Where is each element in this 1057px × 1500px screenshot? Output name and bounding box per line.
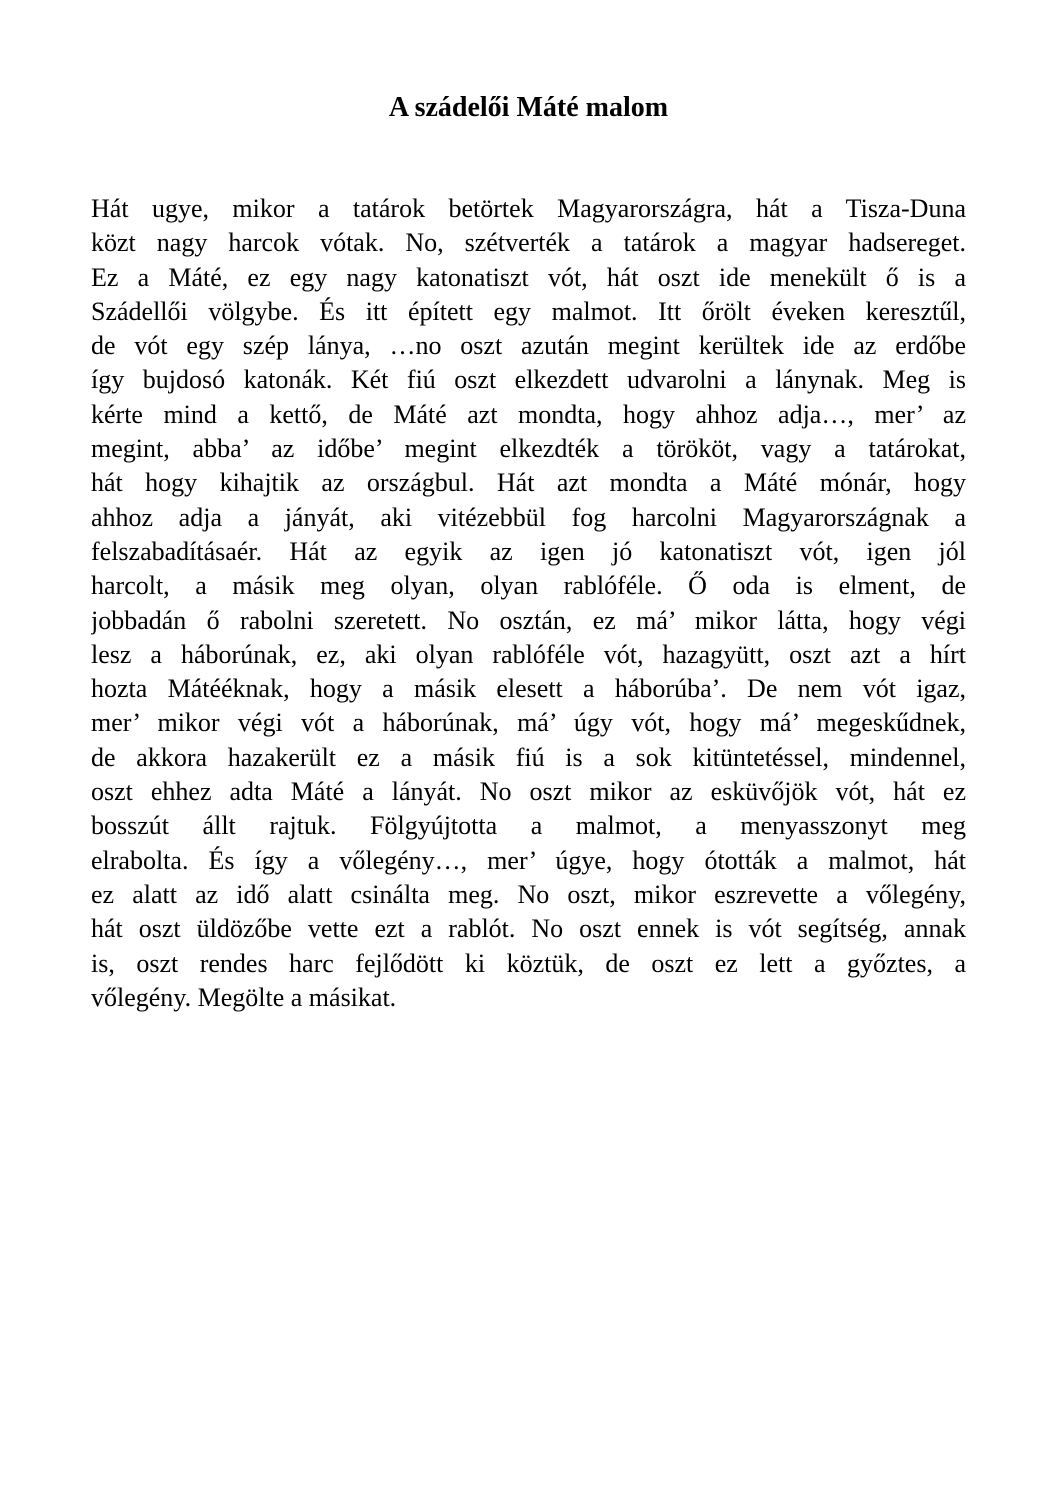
text-line: hát hogy kihajtik az országbul. Hát azt mondta a Máté mónár, hogy xyxy=(91,468,966,498)
text-line: felszabadításaér. Hát az egyik az igen jó katonatiszt vót, igen jól xyxy=(91,536,966,566)
text-line: lesz a háborúnak, ez, aki olyan rablóféle vót, hazagyütt, oszt azt a hírt xyxy=(91,639,966,669)
page-title: A szádelői Máté malom xyxy=(388,92,669,123)
text-line: Ez a Máté, ez egy nagy katonatiszt vót, hát oszt ide menekült ő is a xyxy=(91,262,966,292)
text-line: mer’ mikor végi vót a háborúnak, má’ úgy vót, hogy má’ megeskűdnek, xyxy=(91,708,966,738)
text-line: is, oszt rendes harc fejlődött ki köztük, de oszt ez lett a győztes, a xyxy=(91,948,966,978)
text-line: hát oszt üldözőbe vette ezt a rablót. No oszt ennek is vót segítség, annak xyxy=(91,914,966,944)
text-line: bosszút állt rajtuk. Fölgyújtotta a malmot, a menyasszonyt meg xyxy=(91,811,966,841)
text-line: közt nagy harcok vótak. No, szétverték a tatárok a magyar hadsereget. xyxy=(91,228,966,258)
text-line: ez alatt az idő alatt csinálta meg. No oszt, mikor eszrevette a vőlegény, xyxy=(91,879,966,909)
text-line: vőlegény. Megölte a másikat. xyxy=(91,982,397,1012)
text-line: Hát ugye, mikor a tatárok betörtek Magyarországra, hát a Tisza-Duna xyxy=(91,194,966,223)
text-line: ahhoz adja a jányát, aki vitézebbül fog harcolni Magyarországnak a xyxy=(91,502,966,532)
text-line: így bujdosó katonák. Két fiú oszt elkezdett udvarolni a lánynak. Meg is xyxy=(91,365,966,395)
text-line: Szádellői völgybe. És itt épített egy malmot. Itt őrölt éveken keresztűl, xyxy=(91,296,966,326)
text-line: harcolt, a másik meg olyan, olyan rablóféle. Ő oda is elment, de xyxy=(91,571,966,601)
text-line: jobbadán ő rabolni szeretett. No osztán, ez má’ mikor látta, hogy végi xyxy=(91,605,966,635)
text-line: oszt ehhez adta Máté a lányát. No oszt mikor az esküvőjök vót, hát ez xyxy=(91,777,966,807)
text-line: de vót egy szép lánya, …no oszt azután megint kerültek ide az erdőbe xyxy=(91,331,966,361)
text-line: megint, abba’ az időbe’ megint elkezdték a törököt, vagy a tatárokat, xyxy=(91,434,966,464)
body-text xyxy=(91,192,966,1015)
text-line: kérte mind a kettő, de Máté azt mondta, hogy ahhoz adja…, mer’ az xyxy=(91,399,966,429)
text-line: de akkora hazakerült ez a másik fiú is a sok kitüntetéssel, mindennel, xyxy=(91,742,966,772)
text-line: elrabolta. És így a vőlegény…, mer’ úgye, hogy ótották a malmot, hát xyxy=(91,845,966,875)
text-line: hozta Mátééknak, hogy a másik elesett a háborúba’. De nem vót igaz, xyxy=(91,674,966,704)
